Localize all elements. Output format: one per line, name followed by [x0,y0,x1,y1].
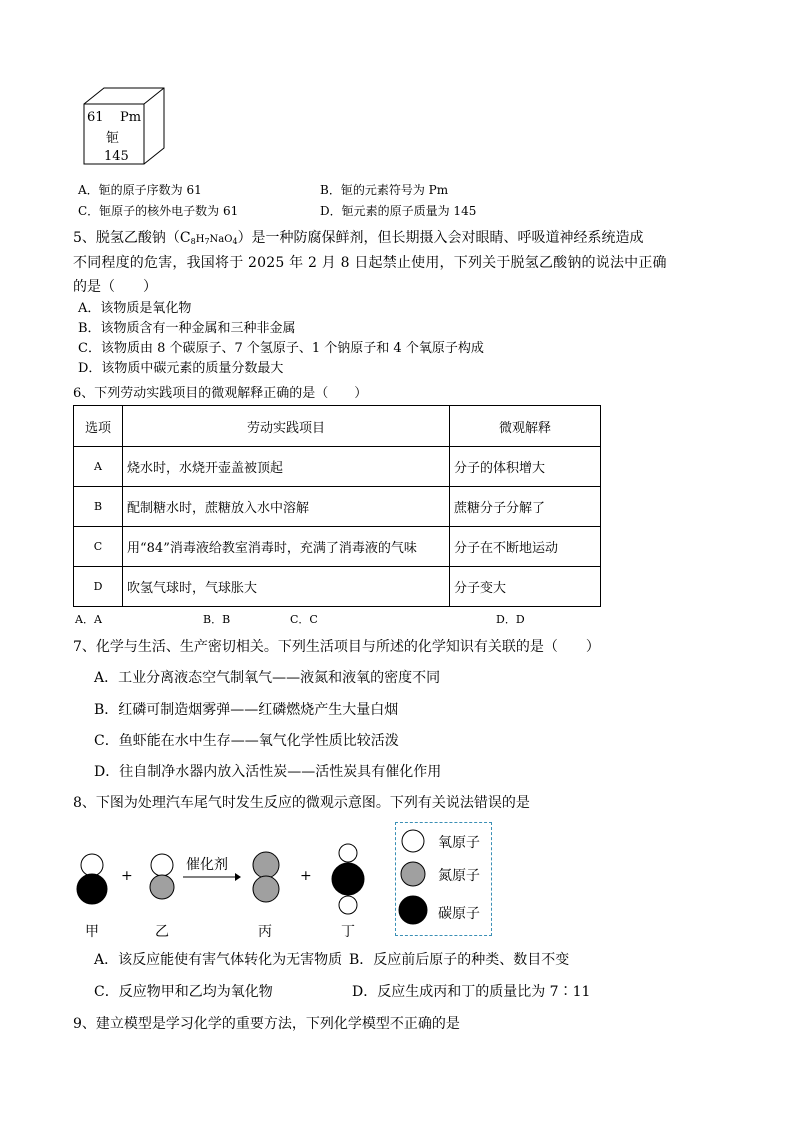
oxygen-atom [81,854,103,876]
q9-stem: 9、建立模型是学习化学的重要方法，下列化学模型不正确的是 [73,1016,460,1032]
q5-option-b: B．该物质含有一种金属和三种非金属 [78,321,296,336]
plus-sign: + [300,868,312,884]
carbon-atom [332,863,364,895]
row-option: C [74,527,123,567]
q5-sub-o: 4 [232,237,238,246]
row-explanation: 分子的体积增大 [450,447,601,487]
nitrogen-atom [150,875,174,899]
element-number: 61 [87,110,104,125]
q8-option-d: D．反应生成丙和丁的质量比为 7∶11 [352,984,591,1000]
row-option: A [74,447,123,487]
q7-option-b: B．红磷可制造烟雾弹——红磷燃烧产生大量白烟 [94,702,399,718]
plus-sign: + [121,868,133,884]
label-yi: 乙 [155,924,169,940]
nitrogen-atom [253,852,279,878]
element-mass: 145 [104,149,129,164]
oxygen-atom [339,844,357,862]
table-row [74,567,601,607]
table-row [74,487,601,527]
q7-option-c: C．鱼虾能在水中生存——氧气化学性质比较活泼 [94,733,399,749]
carbon-atom [77,874,107,904]
q6-stem: 6、下列劳动实践项目的微观解释正确的是（ ） [73,386,368,401]
legend-nitrogen: 氮原子 [438,868,480,884]
row-practice: 配制糖水时，蔗糖放入水中溶解 [123,487,450,527]
q8-option-c: C．反应物甲和乙均为氧化物 [94,984,273,1000]
q5-sub-c: 8 [190,237,196,246]
q6-choice-c: C．C [290,613,318,626]
row-explanation: 分子变大 [450,567,601,607]
header-option: 选项 [74,406,123,447]
q5-stem-part-a: 5、脱氢乙酸钠（C [73,230,191,246]
legend-carbon: 碳原子 [438,906,480,922]
q4-option-b: B．钷的元素符号为 Pm [320,183,449,197]
nitrogen-atom [401,862,425,886]
carbon-atom [399,896,427,924]
oxygen-atom [339,896,357,914]
row-option: D [74,567,123,607]
legend-symbols [395,822,435,936]
q7-stem: 7、化学与生活、生产密切相关。下列生活项目与所述的化学知识有关联的是（ ） [73,639,600,655]
q5-sym-nao: NaO [209,234,233,245]
row-explanation: 分子在不断地运动 [450,527,601,567]
q5-stem-line1 [73,231,644,246]
q7-option-d: D．往自制净水器内放入活性炭——活性炭具有催化作用 [94,764,442,780]
row-practice: 用“84”消毒液给教室消毒时，充满了消毒液的气味 [123,527,450,567]
table-header-row [74,406,601,447]
q6-choice-a: A．A [75,613,102,626]
legend-oxygen: 氧原子 [438,835,480,851]
element-symbol: Pm [120,110,142,125]
catalyst-label: 催化剂 [186,857,228,873]
q5-option-a: A．该物质是氧化物 [78,301,192,316]
q8-option-a: A．该反应能使有害气体转化为无害物质 [94,952,343,968]
q5-stem-line2: 不同程度的危害，我国将于 2025 年 2 月 8 日起禁止使用，下列关于脱氢乙酸钠的说法中正确 [73,255,667,271]
label-bing: 丙 [258,924,272,940]
row-explanation: 蔗糖分子分解了 [450,487,601,527]
row-practice: 烧水时，水烧开壶盖被顶起 [123,447,450,487]
element-name: 钷 [106,131,120,146]
q5-sub-h: 7 [204,237,210,246]
header-explanation: 微观解释 [450,406,601,447]
row-practice: 吹氢气球时，气球胀大 [123,567,450,607]
q4-option-a: A．钷的原子序数为 61 [78,183,202,197]
row-option: B [74,487,123,527]
table-row [74,447,601,487]
q4-option-d: D．钷元素的原子质量为 145 [320,204,477,218]
nitrogen-atom [253,876,279,902]
q5-stem-line3: 的是（ ） [73,279,157,295]
label-jia: 甲 [85,924,99,940]
q8-option-b: B．反应前后原子的种类、数目不变 [349,952,570,968]
label-ding: 丁 [341,924,355,940]
oxygen-atom [402,830,424,852]
table-row [74,527,601,567]
q6-table [73,405,601,607]
q5-stem-part-b: ）是一种防腐保鲜剂，但长期摄入会对眼睛、呼吸道神经系统造成 [237,230,644,246]
q7-option-a: A．工业分离液态空气制氧气——液氮和液氧的密度不同 [94,670,441,686]
q6-choice-d: D．D [496,613,525,626]
q8-stem: 8、下图为处理汽车尾气时发生反应的微观示意图。下列有关说法错误的是 [73,795,530,811]
header-practice: 劳动实践项目 [123,406,450,447]
q5-option-d: D．该物质中碳元素的质量分数最大 [78,361,284,376]
q6-choice-b: B．B [203,613,231,626]
q5-sym-h: H [195,234,205,245]
q5-option-c: C．该物质由 8 个碳原子、7 个氢原子、1 个钠原子和 4 个氧原子构成 [78,341,484,356]
oxygen-atom [151,854,173,876]
q4-option-c: C．钷原子的核外电子数为 61 [78,204,239,218]
